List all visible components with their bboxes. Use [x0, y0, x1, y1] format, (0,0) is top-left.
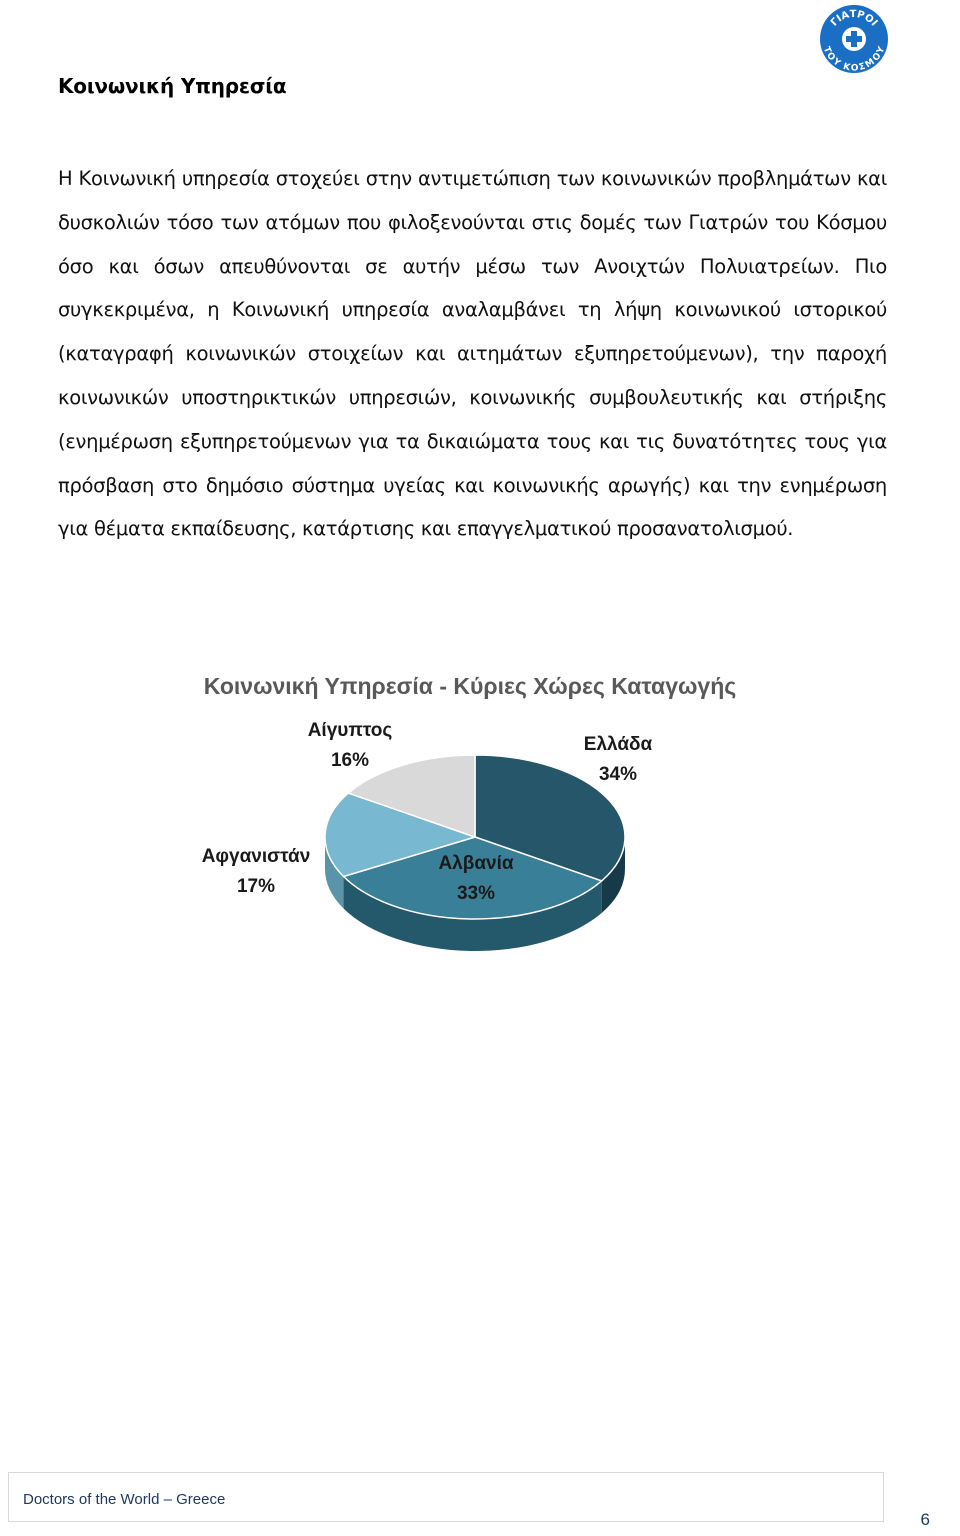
- slice-3-value-label: 17%: [236, 876, 276, 897]
- page-number-box: [884, 1496, 960, 1536]
- slice-1-category-label: Ελλάδα: [583, 734, 653, 755]
- slice-4-value-label: 16%: [330, 750, 370, 771]
- slice-2-category-label: Αλβανία: [438, 853, 514, 874]
- chart-title: Κοινωνική Υπηρεσία - Κύριες Χώρες Καταγωγής: [203, 673, 737, 699]
- logo-text-bottom: ΤΟΥ ΚΟΣΜΟΥ: [820, 45, 888, 74]
- slice-2-value-label: 33%: [456, 883, 496, 904]
- footer: [8, 1472, 884, 1522]
- pie-chart: [190, 662, 770, 992]
- slice-3-category-label: Αφγανιστάν: [201, 846, 311, 867]
- page-number: 6: [920, 1510, 930, 1529]
- slice-1-value-label: 34%: [598, 764, 638, 785]
- section-heading: Κοινωνική Υπηρεσία: [58, 74, 287, 98]
- organization-logo: [818, 3, 890, 75]
- footer-text: Doctors of the World – Greece: [23, 1491, 226, 1508]
- body-paragraph: Η Κοινωνική υπηρεσία στοχεύει στην αντιμετώπιση των κοινωνικών προβλημάτων και δυσκολιών τόσο των ατόμων που φιλοξενούνται στις δομές των Γιατρών του Κόσμου όσο και όσων απευθύνονται σε αυτήν μέσω των Ανοιχτών Πολυιατρείων. Πιο συγκεκριμένα, η Κοινωνική υπηρεσία αναλαμβάνει τη λήψη κοινωνικού ιστορικού (καταγραφή κοινωνικών στοιχείων και αιτημάτων εξυπηρετούμενων), την παροχή κοινωνικών υποστηρικτικών υπηρεσιών, κοινωνικής συμβουλευτικής και στήριξης (ενημέρωση εξυπηρετούμενων για τα δικαιώματα τους και τις δυνατότητες τους για πρόσβαση στο δημόσιο σύστημα υγείας και κοινωνικής αρωγής) και την ενημέρωση για θέματα εκπαίδευσης, κατάρτισης και επαγγελματικού προσανατολισμού.: [58, 167, 887, 541]
- logo-text-top: ΓΙΑΤΡΟΙ: [828, 8, 880, 29]
- slice-4-category-label: Αίγυπτος: [307, 720, 393, 741]
